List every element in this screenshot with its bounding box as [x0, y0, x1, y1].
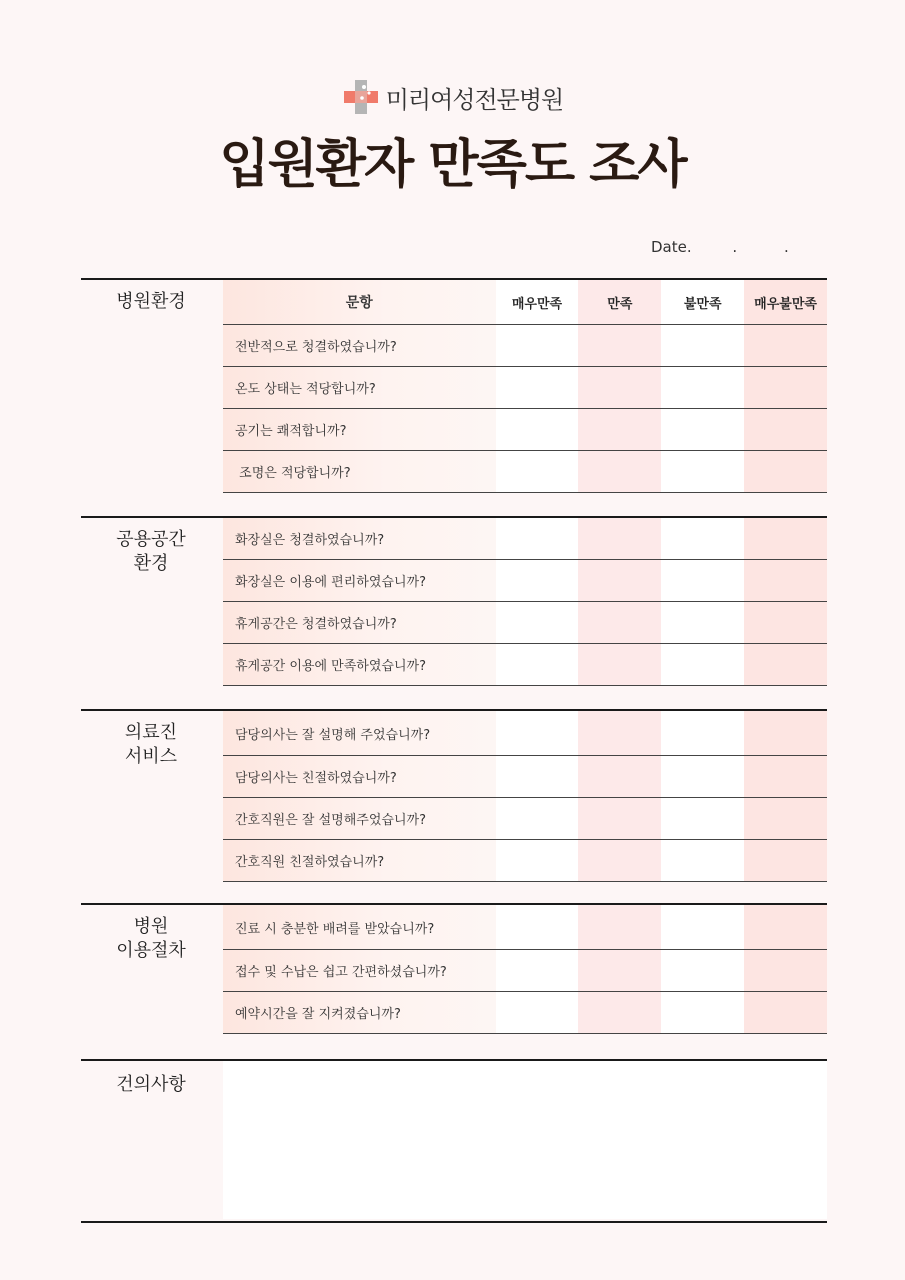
section-hospital-procedure: [81, 903, 827, 1022]
answer-dissatisfied[interactable]: [661, 367, 744, 408]
answer-dissatisfied[interactable]: [661, 409, 744, 450]
answer-very-dissatisfied[interactable]: [744, 518, 827, 559]
answer-very-dissatisfied[interactable]: [744, 325, 827, 366]
section-label: 건의사항: [116, 1074, 186, 1095]
table-row: [223, 756, 827, 798]
answer-dissatisfied[interactable]: [661, 602, 744, 643]
section-common-space: [81, 516, 827, 674]
section-hospital-environment: [81, 278, 827, 481]
answer-very-dissatisfied[interactable]: [744, 711, 827, 755]
question-text: 간호직원 친절하였습니까?: [223, 840, 496, 881]
table-row: [223, 325, 827, 367]
header-question: 문항: [223, 280, 496, 324]
answer-very-dissatisfied[interactable]: [744, 905, 827, 949]
answer-satisfied[interactable]: [578, 798, 661, 839]
answer-satisfied[interactable]: [578, 644, 661, 685]
question-text: 전반적으로 청결하였습니까?: [223, 325, 496, 366]
table-row: [223, 367, 827, 409]
answer-dissatisfied[interactable]: [661, 711, 744, 755]
table-row: [223, 992, 827, 1034]
table-row: [223, 451, 827, 493]
answer-satisfied[interactable]: [578, 992, 661, 1033]
answer-very-satisfied[interactable]: [496, 644, 579, 685]
answer-very-dissatisfied[interactable]: [744, 798, 827, 839]
answer-satisfied[interactable]: [578, 711, 661, 755]
answer-very-dissatisfied[interactable]: [744, 644, 827, 685]
answer-dissatisfied[interactable]: [661, 518, 744, 559]
answer-very-satisfied[interactable]: [496, 602, 579, 643]
date-label: Date.: [651, 238, 692, 256]
question-text: 진료 시 충분한 배려를 받았습니까?: [223, 905, 496, 949]
hospital-name: 미리여성전문병원: [385, 85, 564, 114]
table-row: [223, 905, 827, 950]
question-text: 공기는 쾌적합니까?: [223, 409, 496, 450]
answer-very-satisfied[interactable]: [496, 798, 579, 839]
answer-very-dissatisfied[interactable]: [744, 560, 827, 601]
answer-satisfied[interactable]: [578, 325, 661, 366]
answer-satisfied[interactable]: [578, 905, 661, 949]
section-label: 의료진 서비스: [124, 722, 178, 767]
suggestion-input-area[interactable]: [223, 1061, 827, 1219]
section-label: 병원환경: [116, 291, 186, 312]
answer-very-satisfied[interactable]: [496, 711, 579, 755]
answer-very-dissatisfied[interactable]: [744, 367, 827, 408]
answer-satisfied[interactable]: [578, 451, 661, 492]
header-very-satisfied: 매우만족: [496, 280, 579, 324]
answer-very-dissatisfied[interactable]: [744, 602, 827, 643]
hospital-cross-icon: [342, 78, 380, 116]
answer-very-satisfied[interactable]: [496, 992, 579, 1033]
answer-very-satisfied[interactable]: [496, 518, 579, 559]
table-header: [223, 280, 827, 325]
answer-dissatisfied[interactable]: [661, 950, 744, 991]
answer-dissatisfied[interactable]: [661, 644, 744, 685]
answer-very-satisfied[interactable]: [496, 840, 579, 881]
table-row: [223, 950, 827, 992]
answer-dissatisfied[interactable]: [661, 756, 744, 797]
section-label: 병원 이용절차: [116, 916, 186, 961]
answer-dissatisfied[interactable]: [661, 905, 744, 949]
answer-very-satisfied[interactable]: [496, 325, 579, 366]
date-field: [651, 238, 815, 256]
question-text: 온도 상태는 적당합니까?: [223, 367, 496, 408]
section-label: 공용공간 환경: [116, 529, 186, 574]
answer-very-dissatisfied[interactable]: [744, 950, 827, 991]
answer-very-dissatisfied[interactable]: [744, 756, 827, 797]
answer-dissatisfied[interactable]: [661, 840, 744, 881]
table-row: [223, 560, 827, 602]
table-row: [223, 840, 827, 882]
question-text: 간호직원은 잘 설명해주었습니까?: [223, 798, 496, 839]
hospital-logo: [0, 78, 905, 116]
answer-very-satisfied[interactable]: [496, 950, 579, 991]
date-sep: .: [783, 238, 789, 256]
answer-very-satisfied[interactable]: [496, 905, 579, 949]
answer-satisfied[interactable]: [578, 409, 661, 450]
answer-satisfied[interactable]: [578, 367, 661, 408]
answer-very-dissatisfied[interactable]: [744, 992, 827, 1033]
answer-very-satisfied[interactable]: [496, 756, 579, 797]
answer-very-satisfied[interactable]: [496, 451, 579, 492]
answer-dissatisfied[interactable]: [661, 325, 744, 366]
header-dissatisfied: 불만족: [661, 280, 744, 324]
answer-very-satisfied[interactable]: [496, 560, 579, 601]
question-text: 화장실은 이용에 편리하였습니까?: [223, 560, 496, 601]
answer-very-satisfied[interactable]: [496, 367, 579, 408]
question-text: 휴게공간은 청결하였습니까?: [223, 602, 496, 643]
table-row: [223, 602, 827, 644]
question-text: 조명은 적당합니까?: [223, 451, 496, 492]
answer-satisfied[interactable]: [578, 602, 661, 643]
answer-very-dissatisfied[interactable]: [744, 409, 827, 450]
answer-very-satisfied[interactable]: [496, 409, 579, 450]
answer-dissatisfied[interactable]: [661, 992, 744, 1033]
section-medical-service: [81, 709, 827, 870]
question-text: 예약시간을 잘 지켜졌습니까?: [223, 992, 496, 1033]
question-text: 접수 및 수납은 쉽고 간편하셨습니까?: [223, 950, 496, 991]
answer-dissatisfied[interactable]: [661, 560, 744, 601]
table-row: [223, 711, 827, 756]
question-text: 담당의사는 잘 설명해 주었습니까?: [223, 711, 496, 755]
answer-satisfied[interactable]: [578, 950, 661, 991]
answer-very-dissatisfied[interactable]: [744, 840, 827, 881]
question-text: 화장실은 청결하였습니까?: [223, 518, 496, 559]
question-text: 휴게공간 이용에 만족하였습니까?: [223, 644, 496, 685]
header-very-dissatisfied: 매우불만족: [744, 280, 827, 324]
header-satisfied: 만족: [578, 280, 661, 324]
question-text: 담당의사는 친절하였습니까?: [223, 756, 496, 797]
date-sep: .: [732, 238, 738, 256]
table-row: [223, 798, 827, 840]
answer-satisfied[interactable]: [578, 560, 661, 601]
answer-satisfied[interactable]: [578, 840, 661, 881]
answer-dissatisfied[interactable]: [661, 451, 744, 492]
table-row: [223, 409, 827, 451]
section-suggestions: [81, 1059, 827, 1223]
table-row: [223, 644, 827, 686]
page-title: 입원환자 만족도 조사: [219, 135, 686, 195]
answer-dissatisfied[interactable]: [661, 798, 744, 839]
answer-satisfied[interactable]: [578, 756, 661, 797]
answer-satisfied[interactable]: [578, 518, 661, 559]
table-row: [223, 518, 827, 560]
answer-very-dissatisfied[interactable]: [744, 451, 827, 492]
